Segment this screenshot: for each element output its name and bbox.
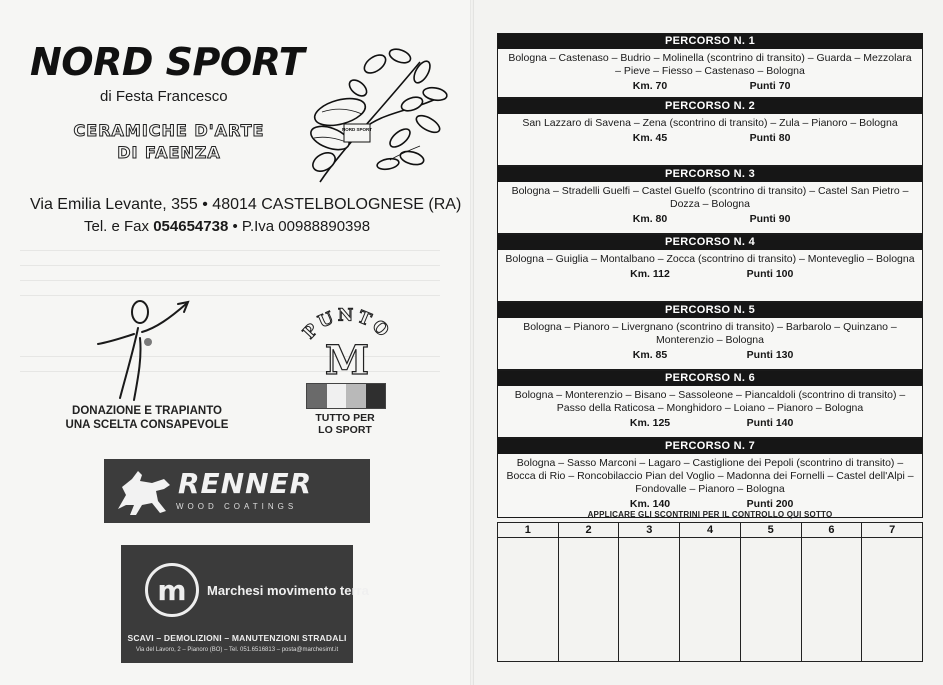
marchesi-name: Marchesi movimento terra — [207, 583, 369, 598]
brand-title: NORD SPORT — [30, 40, 305, 84]
donation-line-1: DONAZIONE E TRAPIANTO — [72, 405, 222, 417]
receipt-slot-number: 2 — [559, 523, 619, 538]
punto-tag-line-2: LO SPORT — [318, 424, 372, 436]
sponsor-address: Via Emilia Levante, 355 • 48014 CASTELBOLOGNESE (RA) — [30, 196, 462, 213]
routes-list — [497, 33, 923, 518]
receipt-slot[interactable] — [498, 523, 559, 661]
route-km: Km. 112 — [630, 268, 670, 280]
ceramics-line-2: DI FAENZA — [117, 143, 221, 162]
receipts-title: APPLICARE GLI SCONTRINI PER IL CONTROLLO QUI SOTTO — [587, 510, 833, 519]
route-points: Punti 130 — [746, 349, 794, 361]
route-title: PERCORSO N. 7 — [498, 439, 922, 454]
route-points: Punti 80 — [749, 132, 791, 144]
punto-arc-text: PUNTO — [299, 305, 395, 344]
donation-line-2: UNA SCELTA CONSAPEVOLE — [65, 419, 229, 431]
phone-number: 054654738 — [153, 218, 229, 235]
page-fold — [470, 0, 474, 685]
punto-tag-line-1: TUTTO PER — [315, 412, 375, 424]
route-card — [497, 302, 923, 370]
route-card — [497, 438, 923, 518]
route-title: PERCORSO N. 1 — [498, 34, 922, 49]
marchesi-logo: m — [145, 563, 199, 617]
route-description: San Lazzaro di Savena – Zena (scontrino di transito) – Zula – Pianoro – Bologna — [522, 117, 898, 129]
route-stats — [498, 267, 922, 283]
route-card — [497, 98, 923, 166]
route-description: Bologna – Monterenzio – Bisano – Sassoleone – Piancaldoli (scontrino di transito) – Passo della Raticosa – Monghidoro – Loiano – Pianoro – Bologna — [514, 389, 906, 414]
punto-tagline — [300, 412, 390, 436]
punto-bar-segment — [327, 384, 347, 408]
punto-letter: M — [324, 337, 370, 380]
route-km: Km. 80 — [632, 213, 668, 225]
route-km: Km. 70 — [632, 80, 668, 92]
receipt-slot[interactable] — [741, 523, 802, 661]
route-points: Punti 70 — [749, 80, 791, 92]
receipt-slot-number: 6 — [802, 523, 862, 538]
donation-slogan — [64, 404, 230, 432]
donor-figure-icon — [94, 298, 194, 402]
route-stats — [498, 416, 922, 432]
brand-owner: di Festa Francesco — [100, 88, 228, 105]
punto-bar-segment — [307, 384, 327, 408]
punto-bar-segment — [366, 384, 386, 408]
route-title: PERCORSO N. 4 — [498, 235, 922, 250]
phone-label: Tel. e Fax — [84, 218, 150, 235]
receipt-slot-number: 5 — [741, 523, 801, 538]
vat-number: • P.Iva 00988890398 — [232, 218, 371, 235]
horse-icon — [112, 465, 174, 519]
route-km: Km. 85 — [632, 349, 668, 361]
route-stats — [498, 348, 922, 364]
receipt-slot-number: 3 — [619, 523, 679, 538]
marchesi-tagline: SCAVI – DEMOLIZIONI – MANUTENZIONI STRADALI — [127, 633, 347, 643]
receipt-slot[interactable] — [862, 523, 922, 661]
route-stats — [498, 79, 922, 95]
marchesi-ad — [121, 545, 369, 663]
route-description: Bologna – Castenaso – Budrio – Molinella (scontrino di transito) – Guarda – Mezzolara – Pieve – Fiesso – Castenaso – Bologna — [508, 52, 912, 77]
route-card — [497, 33, 923, 98]
route-description: Bologna – Pianoro – Livergnano (scontrino di transito) – Barbarolo – Quinzano – Monterenzio – Bologna — [523, 321, 897, 346]
ceramics-line-1: CERAMICHE D'ARTE — [73, 121, 265, 140]
route-title: PERCORSO N. 5 — [498, 303, 922, 318]
route-title: PERCORSO N. 3 — [498, 167, 922, 182]
receipt-slot[interactable] — [619, 523, 680, 661]
route-km: Km. 125 — [629, 417, 671, 429]
route-description: Bologna – Guiglia – Montalbano – Zocca (scontrino di transito) – Monteveglio – Bologna — [505, 253, 915, 265]
receipt-slot-number: 4 — [680, 523, 740, 538]
renner-name: RENNER — [178, 467, 313, 500]
route-title: PERCORSO N. 2 — [498, 99, 922, 114]
route-stats — [498, 131, 922, 147]
route-card — [497, 166, 923, 234]
route-card — [497, 370, 923, 438]
route-points: Punti 100 — [746, 268, 794, 280]
sponsor-phone — [84, 218, 370, 235]
route-card — [497, 234, 923, 302]
route-stats — [498, 212, 922, 228]
marchesi-address: Via del Lavoro, 2 – Pianoro (BO) – Tel. 051.6516813 – posta@marchesimt.it — [135, 647, 339, 653]
renner-ad — [104, 459, 370, 523]
receipt-slot[interactable] — [680, 523, 741, 661]
receipt-slot-number: 7 — [862, 523, 922, 538]
receipt-slot[interactable] — [802, 523, 863, 661]
punto-bar-segment — [346, 384, 366, 408]
route-km: Km. 140 — [629, 498, 671, 510]
ceramics-heading — [60, 120, 278, 164]
renner-subtitle: WOOD COATINGS — [176, 502, 298, 511]
route-points: Punti 140 — [746, 417, 794, 429]
route-points: Punti 90 — [749, 213, 791, 225]
punto-color-bar — [306, 383, 386, 409]
route-description: Bologna – Stradelli Guelfi – Castel Guelfo (scontrino di transito) – Castel San Pietro – Dozza – Bologna — [511, 185, 909, 210]
receipt-slot-number: 1 — [498, 523, 558, 538]
receipts-grid — [497, 522, 923, 662]
route-title: PERCORSO N. 6 — [498, 371, 922, 386]
leaf-logo-text: NORD SPORT — [341, 127, 373, 132]
route-points: Punti 200 — [746, 498, 794, 510]
route-km: Km. 45 — [632, 132, 668, 144]
punto-m-logo — [292, 300, 402, 380]
receipt-slot[interactable] — [559, 523, 620, 661]
leaf-branch-logo — [300, 42, 450, 187]
route-description: Bologna – Sasso Marconi – Lagaro – Castiglione dei Pepoli (scontrino di transito) – Bocca di Rio – Roncobilaccio Pian del Voglio – Madonna dei Fornelli – Castel dell'Alpi – Fondovalle – Pianoro – Bologna — [506, 457, 914, 495]
